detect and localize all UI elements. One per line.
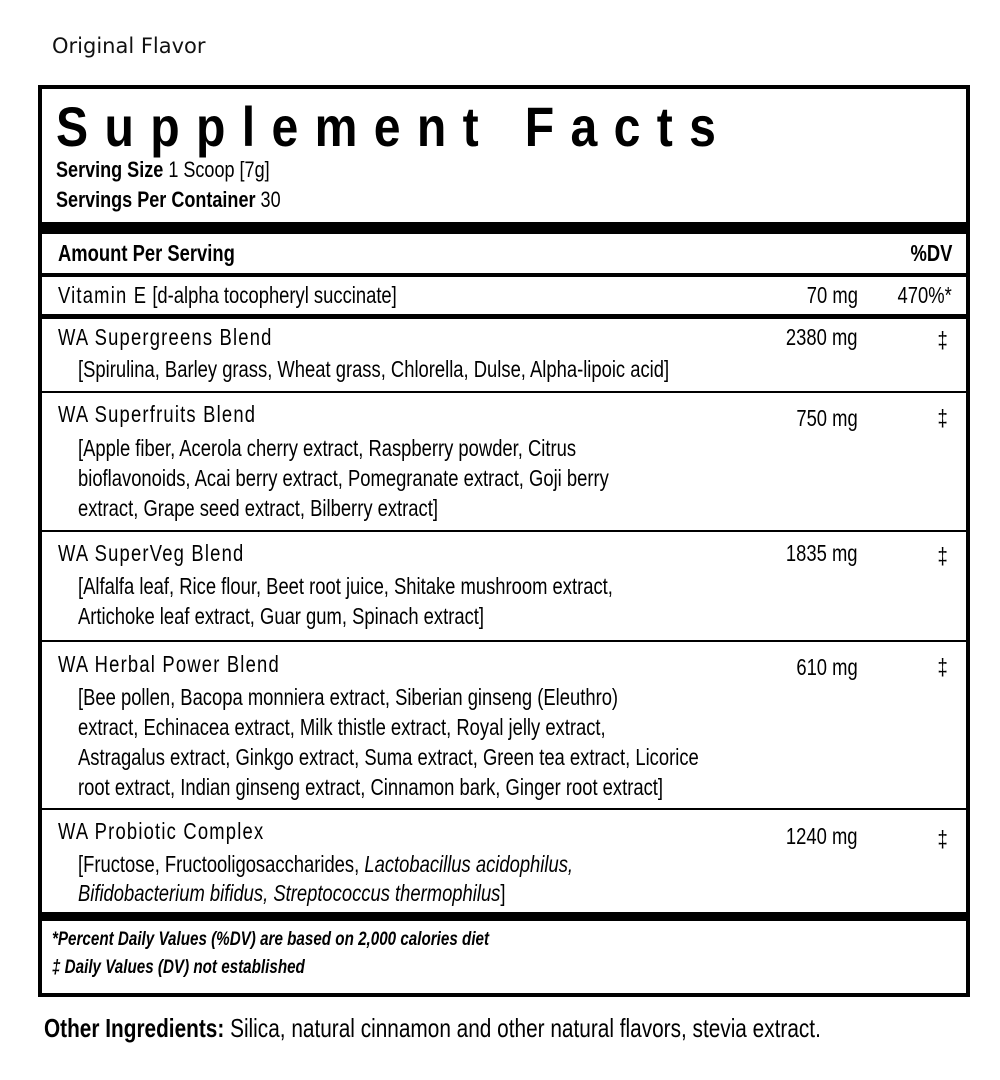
ingredient-line: [Apple fiber, Acerola cherry extract, Raspberry powder, Citrus [78, 435, 577, 461]
panel-title: Supplement Facts [56, 95, 733, 158]
dv-header: %DV [910, 240, 952, 266]
thick-divider [42, 222, 966, 234]
thick-divider [42, 912, 966, 921]
divider [42, 808, 966, 810]
ingredient-text: [Fructose, Fructooligosaccharides, [78, 851, 365, 877]
other-ingredients-value: Silica, natural cinnamon and other natural flavors, stevia extract. [224, 1013, 821, 1043]
ingredient-line: Artichoke leaf extract, Guar gum, Spinach extract] [78, 603, 485, 629]
flavor-label: Original Flavor [52, 34, 206, 58]
ingredient-line: extract, Echinacea extract, Milk thistle extract, Royal jelly extract, [78, 714, 606, 740]
dagger-icon: ‡ [937, 654, 948, 680]
ingredient-text-italic: Bifidobacterium bifidus, Streptococcus thermophilus [78, 880, 501, 906]
divider [42, 314, 966, 319]
ingredient-line [78, 849, 573, 879]
serving-size [56, 157, 270, 183]
nutrient-name: WA Superfruits Blend [58, 401, 257, 427]
nutrient-name: WA Supergreens Blend [58, 324, 273, 350]
nutrient-amount: 1835 mg [786, 540, 858, 566]
nutrient-amount: 750 mg [796, 405, 858, 431]
serving-size-value: 1 Scoop [7g] [168, 157, 270, 182]
divider [42, 273, 966, 277]
other-ingredients [44, 1010, 821, 1046]
footnote-percent-dv: *Percent Daily Values (%DV) are based on 2,000 calories diet [52, 929, 490, 950]
servings-per-container-label: Servings Per Container [56, 187, 256, 212]
ingredient-line: Astragalus extract, Ginkgo extract, Suma extract, Green tea extract, Licorice [78, 744, 699, 770]
servings-per-container [56, 187, 281, 213]
ingredient-line: extract, Grape seed extract, Bilberry extract] [78, 495, 438, 521]
servings-per-container-value: 30 [260, 187, 281, 212]
nutrient-amount: 70 mg [806, 282, 858, 308]
nutrient-name: WA Probiotic Complex [58, 818, 265, 844]
amount-per-serving-header: Amount Per Serving [58, 240, 235, 266]
divider [42, 391, 966, 393]
serving-size-label: Serving Size [56, 157, 164, 182]
dagger-icon: ‡ [937, 405, 948, 431]
nutrient-detail: [d-alpha tocopheryl succinate] [152, 282, 397, 308]
nutrient-name: Vitamin E [58, 282, 148, 308]
ingredient-line: bioflavonoids, Acai berry extract, Pomegranate extract, Goji berry [78, 465, 609, 491]
divider [42, 530, 966, 532]
nutrient-name: WA SuperVeg Blend [58, 540, 245, 566]
dagger-icon: ‡ [937, 826, 948, 852]
ingredient-line [78, 878, 506, 908]
divider [42, 640, 966, 642]
footnote-dv-not-established: ‡ Daily Values (DV) not established [52, 957, 305, 978]
other-ingredients-label: Other Ingredients: [44, 1013, 225, 1043]
nutrient-dv: 470%* [897, 282, 952, 308]
dagger-icon: ‡ [937, 327, 948, 353]
ingredient-line: [Alfalfa leaf, Rice flour, Beet root juice, Shitake mushroom extract, [78, 573, 613, 599]
ingredient-text: ] [500, 880, 506, 906]
nutrient-name: WA Herbal Power Blend [58, 651, 280, 677]
nutrient-amount: 2380 mg [786, 324, 858, 350]
ingredient-text-italic: Lactobacillus acidophilus, [364, 851, 574, 877]
supplement-facts-panel [38, 85, 970, 997]
ingredient-line: [Bee pollen, Bacopa monniera extract, Siberian ginseng (Eleuthro) [78, 684, 619, 710]
ingredient-line: root extract, Indian ginseng extract, Cinnamon bark, Ginger root extract] [78, 774, 663, 800]
dagger-icon: ‡ [937, 543, 948, 569]
nutrient-amount: 610 mg [796, 654, 858, 680]
nutrient-amount: 1240 mg [786, 823, 858, 849]
ingredient-line: [Spirulina, Barley grass, Wheat grass, Chlorella, Dulse, Alpha-lipoic acid] [78, 356, 670, 382]
